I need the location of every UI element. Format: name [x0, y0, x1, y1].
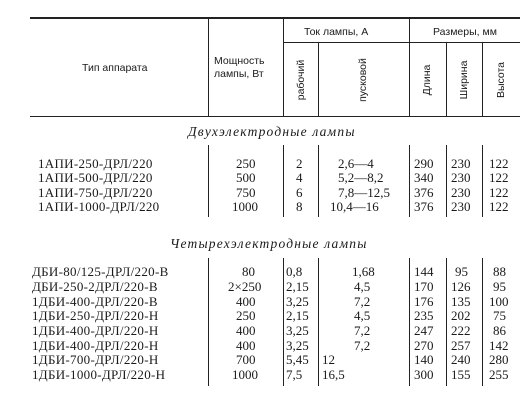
row-power: 400 [236, 338, 256, 353]
row-power: 250 [236, 156, 256, 171]
table-row [0, 280, 532, 293]
header-height: Высота [495, 61, 507, 99]
row-width: 230 [451, 199, 471, 214]
row-height: 255 [489, 367, 509, 382]
row-power: 1000 [232, 367, 258, 382]
row-power: 500 [236, 170, 256, 185]
row-starting: 1,68 [352, 264, 375, 279]
row-working: 7,5 [286, 367, 303, 382]
table-row [0, 186, 532, 199]
row-working: 2,15 [286, 308, 309, 323]
header-type: Тип аппарата [82, 62, 148, 74]
table-row [0, 368, 532, 381]
row-power: 80 [242, 264, 255, 279]
row-height: 122 [489, 185, 509, 200]
row-height: 122 [489, 170, 509, 185]
row-power: 2×250 [228, 279, 262, 294]
row-name: ДБИ-250-2ДРЛ/220-В [32, 279, 158, 294]
table-row [0, 157, 532, 170]
row-width: 230 [451, 185, 471, 200]
row-height: 75 [493, 308, 506, 323]
header-subrule-current [283, 42, 409, 43]
row-name: 1ДБИ-700-ДРЛ/220-Н [32, 352, 159, 367]
row-length: 170 [414, 279, 434, 294]
header-sizes: Размеры, мм [433, 26, 497, 38]
row-length: 376 [414, 199, 434, 214]
row-starting: 7,2 [354, 294, 371, 309]
header-power-line1: Мощность [214, 55, 265, 67]
row-length: 176 [414, 294, 434, 309]
row-length: 290 [414, 156, 434, 171]
row-width: 95 [455, 264, 468, 279]
table-row [0, 265, 532, 278]
row-name: 1АПИ-250-ДРЛ/220 [38, 156, 153, 171]
row-height: 88 [493, 264, 506, 279]
row-name: 1ДБИ-400-ДРЛ/220-Н [32, 338, 159, 353]
row-name: 1ДБИ-250-ДРЛ/220-Н [32, 308, 159, 323]
header-working: рабочий [295, 59, 307, 101]
header-divider-3 [318, 43, 319, 117]
header-divider-1 [208, 17, 209, 117]
row-height: 280 [489, 352, 509, 367]
header-current: Ток лампы, А [304, 26, 369, 38]
table-row [0, 309, 532, 322]
row-height: 100 [489, 294, 509, 309]
row-name: 1АПИ-500-ДРЛ/220 [38, 170, 153, 185]
row-name: 1АПИ-1000-ДРЛ/220 [38, 199, 160, 214]
header-divider-5 [446, 43, 447, 117]
row-length: 247 [414, 323, 434, 338]
row-working: 3,25 [286, 294, 309, 309]
section-title-1: Двухэлектродные лампы [188, 124, 356, 139]
row-starting: 7,8—12,5 [338, 185, 390, 200]
table-row [0, 171, 532, 184]
table-top-rule [30, 17, 520, 19]
row-working: 2 [296, 156, 303, 171]
row-width: 155 [451, 367, 471, 382]
row-power: 250 [236, 308, 256, 323]
row-length: 144 [414, 264, 434, 279]
header-power-line2: лампы, Вт [214, 68, 264, 80]
header-subrule-sizes [409, 42, 520, 43]
row-length: 376 [414, 185, 434, 200]
row-working: 8 [296, 199, 303, 214]
row-height: 122 [489, 156, 509, 171]
row-power: 400 [236, 294, 256, 309]
row-name: 1ДБИ-400-ДРЛ/220-В [32, 294, 158, 309]
row-name: 1ДБИ-400-ДРЛ/220-Н [32, 323, 159, 338]
row-name: 1ДБИ-1000-ДРЛ/220-Н [32, 367, 166, 382]
row-height: 95 [493, 279, 506, 294]
table-row [0, 353, 532, 366]
row-working: 6 [296, 185, 303, 200]
row-width: 230 [451, 170, 471, 185]
row-power: 750 [236, 185, 256, 200]
row-length: 340 [414, 170, 434, 185]
table-row [0, 324, 532, 337]
row-working: 5,45 [286, 352, 309, 367]
row-height: 86 [493, 323, 506, 338]
section-title-2: Четырехэлектродные лампы [170, 236, 368, 251]
row-working: 4 [296, 170, 303, 185]
row-starting: 16,5 [322, 367, 345, 382]
row-width: 240 [451, 352, 471, 367]
header-width: Ширина [458, 60, 470, 100]
row-width: 230 [451, 156, 471, 171]
row-height: 122 [489, 199, 509, 214]
row-length: 300 [414, 367, 434, 382]
row-length: 235 [414, 308, 434, 323]
table-row [0, 339, 532, 352]
row-power: 1000 [232, 199, 258, 214]
header-divider-2 [283, 17, 284, 117]
table-row [0, 295, 532, 308]
header-length: Длина [421, 64, 433, 96]
row-working: 3,25 [286, 323, 309, 338]
row-starting: 5,2—8,2 [338, 170, 384, 185]
row-length: 270 [414, 338, 434, 353]
row-starting: 12 [322, 352, 335, 367]
row-working: 0,8 [286, 264, 303, 279]
row-power: 700 [236, 352, 256, 367]
row-working: 3,25 [286, 338, 309, 353]
row-length: 140 [414, 352, 434, 367]
row-starting: 7,2 [354, 323, 371, 338]
header-starting: пусковой [357, 58, 369, 102]
row-name: ДБИ-80/125-ДРЛ/220-В [32, 264, 169, 279]
row-name: 1АПИ-750-ДРЛ/220 [38, 185, 153, 200]
table-row [0, 200, 532, 213]
row-power: 400 [236, 323, 256, 338]
header-divider-4 [409, 17, 410, 117]
row-starting: 7,2 [354, 338, 371, 353]
row-width: 202 [451, 308, 471, 323]
row-starting: 10,4—16 [330, 199, 379, 214]
row-starting: 2,6—4 [338, 156, 374, 171]
row-working: 2,15 [286, 279, 309, 294]
header-divider-6 [482, 43, 483, 117]
row-width: 257 [451, 338, 471, 353]
row-width: 126 [451, 279, 471, 294]
row-height: 142 [489, 338, 509, 353]
row-starting: 4,5 [354, 279, 371, 294]
row-starting: 4,5 [354, 308, 371, 323]
row-width: 222 [451, 323, 471, 338]
row-width: 135 [451, 294, 471, 309]
